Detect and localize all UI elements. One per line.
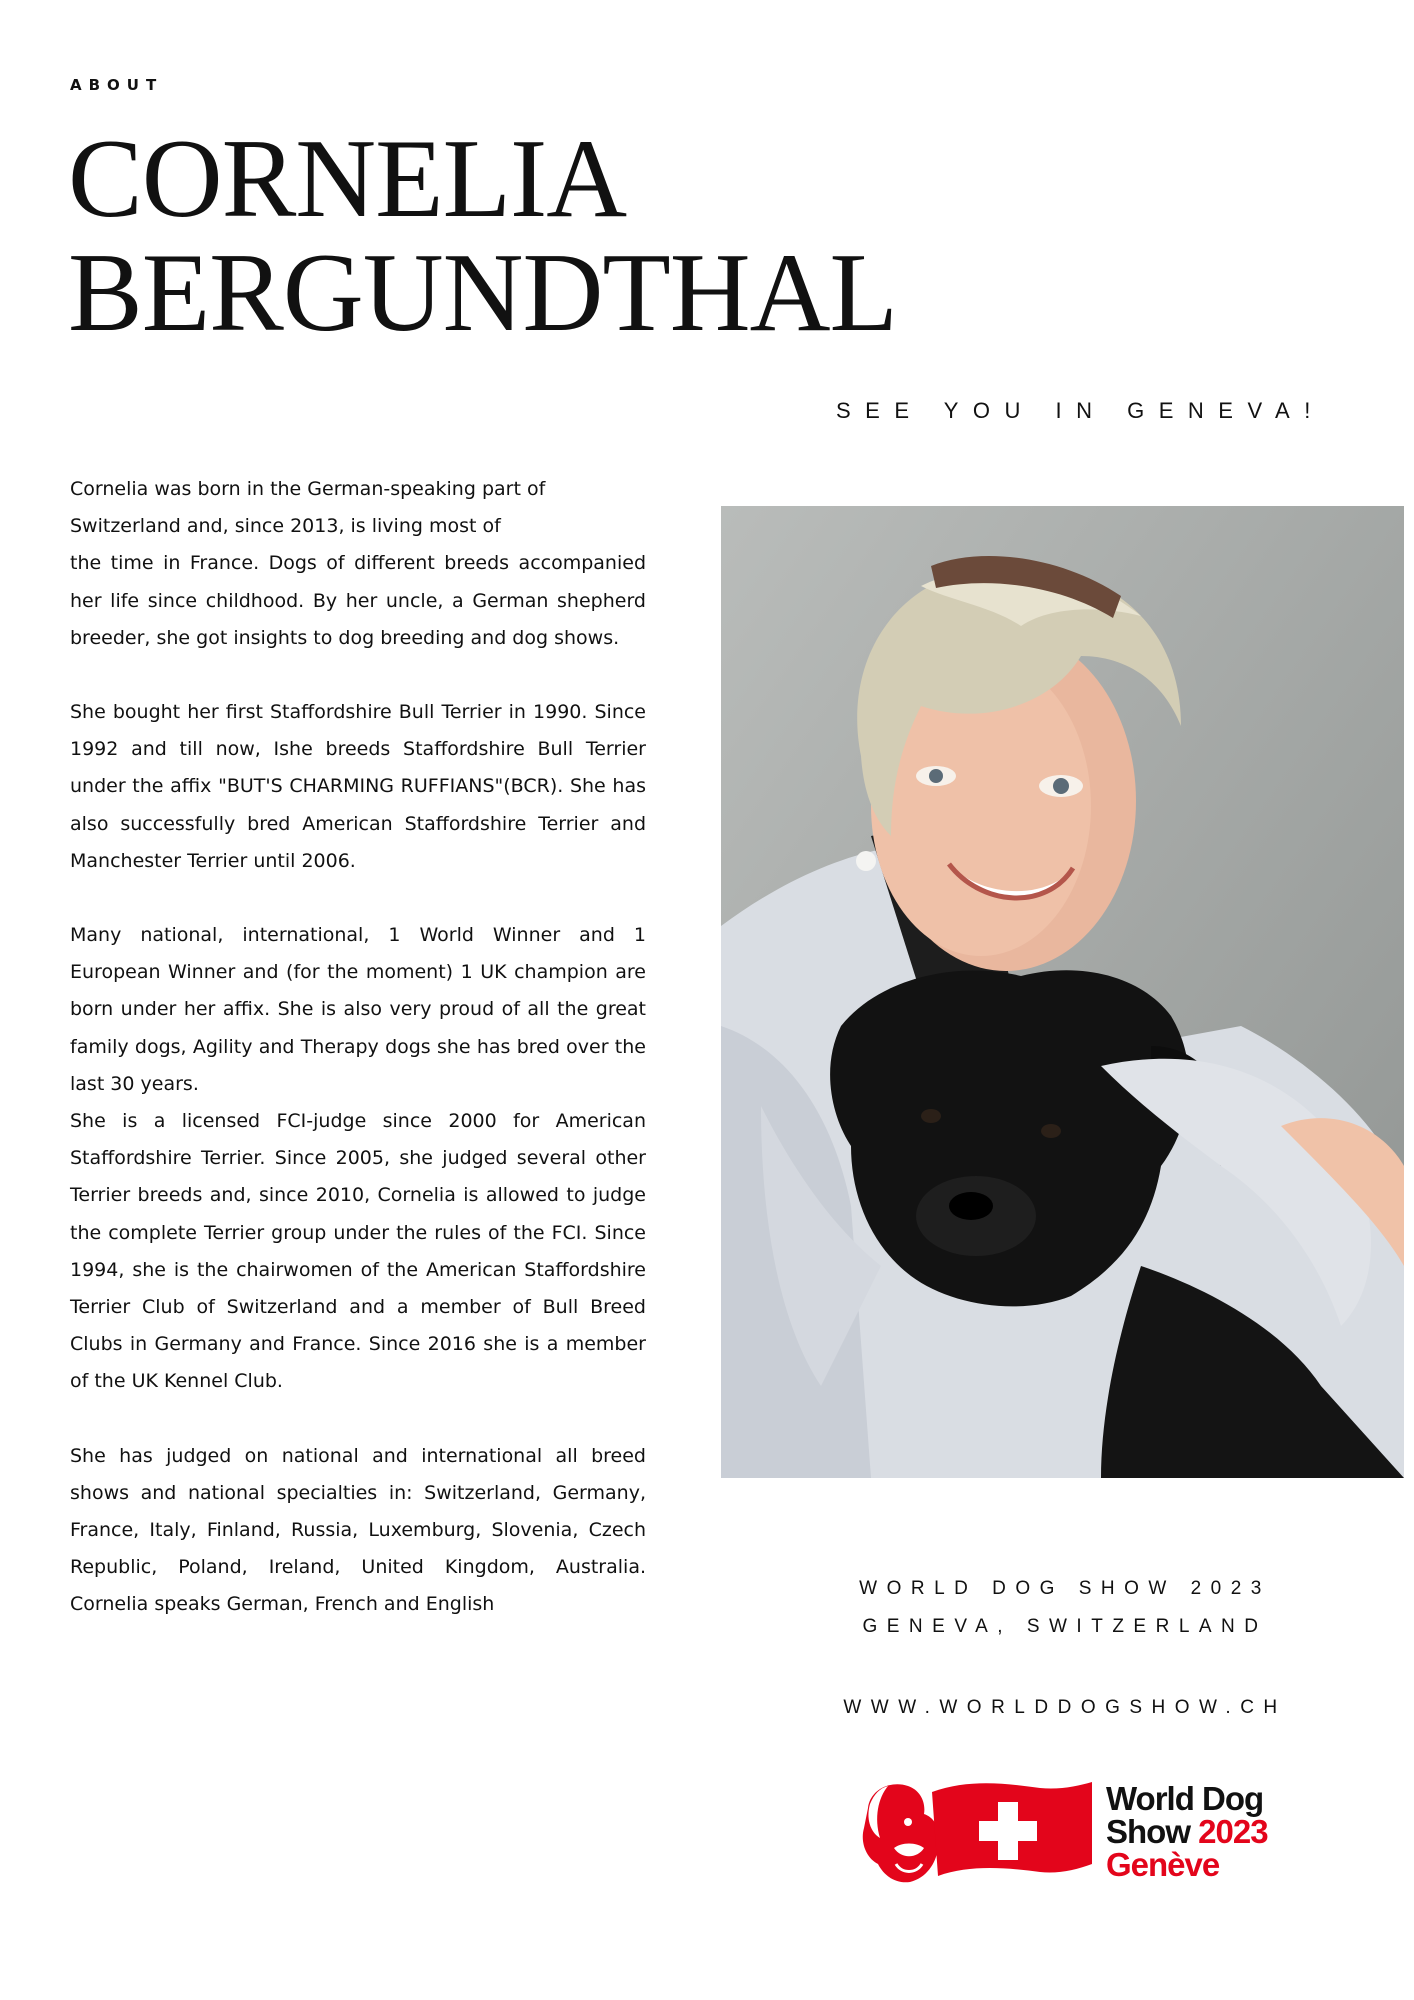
logo-line-2 <box>1106 1815 1268 1848</box>
event-title: WORLD DOG SHOW 2023 <box>859 1578 1271 1599</box>
logo-line-3: Genève <box>1106 1846 1220 1883</box>
section-label: ABOUT <box>70 76 164 94</box>
logo-wordmark <box>1106 1782 1268 1881</box>
website-link[interactable]: WWW.WORLDDOGSHOW.CH <box>843 1697 1287 1718</box>
bio-paragraph-1a: Cornelia was born in the German-speaking part of Switzerland and, since 2013, is living most of <box>70 478 546 538</box>
logo-line-1: World Dog <box>1106 1780 1264 1817</box>
dog-flag-logo-icon <box>860 1778 1100 1888</box>
world-dog-show-logo <box>860 1778 1300 1888</box>
portrait-photo <box>721 506 1404 1478</box>
event-info <box>800 1570 1330 1646</box>
bio-paragraph-3b: She is a licensed FCI-judge since 2000 for American Staffordshire Terrier. Since 2005, she judged several other Terrier breeds and, since 2010, Cornelia is allowed to judge the complete Terrier group under the rules of the FCI. Since 1994, she is the chairwomen of the American Staffordshire Terrier Club of Switzerland and a member of Bull Breed Clubs in Germany and France. Since 2016 she is a member of the UK Kennel Club. <box>70 1110 646 1393</box>
event-location: GENEVA, SWITZERLAND <box>862 1616 1268 1637</box>
bio-text <box>70 471 646 1624</box>
title-first-name: CORNELIA <box>68 117 627 241</box>
logo-show-word: Show <box>1106 1813 1199 1850</box>
bio-paragraph-1b: the time in France. Dogs of different breeds accompanied her life since childhood. By her uncle, a German shepherd breeder, she got insights to dog breeding and dog shows. <box>70 552 646 649</box>
title-last-name: BERGUNDTHAL <box>68 231 897 355</box>
portrait-illustration <box>721 506 1404 1478</box>
page-title <box>68 117 897 355</box>
logo-year: 2023 <box>1198 1813 1268 1850</box>
tagline: SEE YOU IN GENEVA! <box>836 398 1325 423</box>
bio-paragraph-4: She has judged on national and international all breed shows and national specialties in: Switzerland, Germany, France, Italy, Finland, Russia, Luxemburg, Slovenia, Czech Republic, Poland, Ireland, United Kingdom, Australia. Cornelia speaks German, French and English <box>70 1444 646 1616</box>
bio-paragraph-2: She bought her first Staffordshire Bull Terrier in 1990. Since 1992 and till now, Ishe breeds Staffordshire Bull Terrier under the affix "BUT'S CHARMING RUFFIANS"(BCR). She has also successfully bred American Staffordshire Terrier and Manchester Terrier until 2006. <box>70 701 646 872</box>
bio-paragraph-3a: Many national, international, 1 World Winner and 1 European Winner and (for the moment) 1 UK champion are born under her affix. She is also very proud of all the great family dogs, Agility and Therapy dogs she has bred over the last 30 years. <box>70 924 646 1095</box>
